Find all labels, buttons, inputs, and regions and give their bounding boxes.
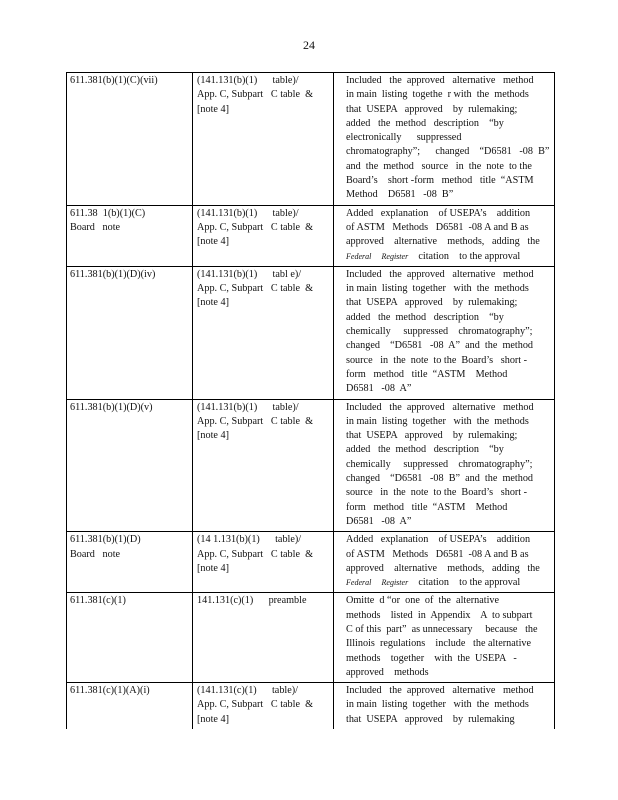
description-cell-line: changed “D6581 -08 A” and the method bbox=[346, 340, 534, 352]
table-row bbox=[67, 593, 555, 683]
changes-table-body bbox=[67, 73, 555, 730]
description-cell-line: of ASTM Methods D6581 -08 A and B as bbox=[346, 548, 529, 560]
source-cell bbox=[193, 593, 334, 683]
description-cell-line: source in the note to the Board’s short - bbox=[346, 487, 528, 499]
description-cell-line: Omitte d “or one of the alternative bbox=[346, 595, 500, 607]
description-cell bbox=[334, 73, 555, 206]
source-cell-line: App. C, Subpart C table & bbox=[197, 283, 314, 295]
description-cell-line: electronically suppressed bbox=[346, 132, 462, 144]
source-cell-line: App. C, Subpart C table & bbox=[197, 221, 314, 233]
source-cell-line: App. C, Subpart C table & bbox=[197, 699, 314, 711]
table-row bbox=[67, 205, 555, 266]
table-row bbox=[67, 266, 555, 399]
source-cell-line: (14 1.131(b)(1) table)/ bbox=[197, 534, 302, 546]
description-cell-line: approved alternative methods, adding the bbox=[346, 236, 540, 248]
section-cell-line: 611.381(c)(1) bbox=[70, 595, 126, 607]
section-cell-line: 611.38 1(b)(1)(C) bbox=[70, 207, 146, 219]
source-cell-line: App. C, Subpart C table & bbox=[197, 89, 314, 101]
description-cell-line: form method title “ASTM Method bbox=[346, 368, 508, 380]
section-cell bbox=[67, 73, 193, 206]
section-cell-line: 611.381(c)(1)(A)(i) bbox=[70, 685, 150, 697]
description-cell-line: that USEPA approved by rulemaking; bbox=[346, 430, 518, 442]
description-cell-line: added the method description “by bbox=[346, 117, 504, 129]
description-cell-line: Method D6581 -08 B” bbox=[346, 189, 454, 201]
source-cell-line: 141.131(c)(1) preamble bbox=[197, 595, 307, 607]
description-cell-line: methods together with the USEPA - bbox=[346, 652, 517, 664]
description-cell-line: and the method source in the note to the bbox=[346, 160, 532, 172]
section-cell bbox=[67, 399, 193, 532]
source-cell bbox=[193, 205, 334, 266]
description-cell-line: C of this part” as unnecessary because the bbox=[346, 623, 538, 635]
description-cell bbox=[334, 532, 555, 593]
section-cell bbox=[67, 205, 193, 266]
section-cell bbox=[67, 593, 193, 683]
source-cell bbox=[193, 266, 334, 399]
section-cell bbox=[67, 532, 193, 593]
description-cell-line: changed “D6581 -08 B” and the method bbox=[346, 473, 534, 485]
description-cell-line: Added explanation of USEPA’s addition bbox=[346, 207, 531, 219]
table-row bbox=[67, 399, 555, 532]
section-cell-line: 611.381(b)(1)(D)(v) bbox=[70, 401, 153, 413]
description-cell-line: in main listing togethe r with the methods bbox=[346, 89, 529, 101]
description-cell-line: chemically suppressed chromatography”; bbox=[346, 326, 533, 338]
section-cell-line: 611.381(b)(1)(D)(iv) bbox=[70, 268, 156, 280]
description-cell-line: in main listing together with the methods bbox=[346, 415, 529, 427]
description-cell-line: source in the note to the Board’s short - bbox=[346, 354, 528, 366]
description-cell-line: methods listed in Appendix A to subpart bbox=[346, 609, 533, 621]
description-cell-line: Included the approved alternative method bbox=[346, 685, 534, 697]
table-row bbox=[67, 73, 555, 206]
section-cell-line: 611.381(b)(1)(D) bbox=[70, 534, 141, 546]
source-cell-line: [note 4] bbox=[197, 103, 229, 115]
source-cell-line: [note 4] bbox=[197, 236, 229, 248]
description-cell-line: Federal Register citation to the approval bbox=[346, 250, 521, 262]
section-cell bbox=[67, 683, 193, 729]
source-cell-line: (141.131(b)(1) table)/ bbox=[197, 75, 299, 86]
source-cell-line: (141.131(b)(1) tabl e)/ bbox=[197, 268, 302, 280]
section-cell-line: 611.381(b)(1)(C)(vii) bbox=[70, 75, 158, 86]
description-cell-line: chemically suppressed chromatography”; bbox=[346, 458, 533, 470]
description-cell-line: Included the approved alternative method bbox=[346, 401, 534, 413]
description-cell-line: approved methods bbox=[346, 666, 429, 678]
description-cell bbox=[334, 205, 555, 266]
source-cell-line: [note 4] bbox=[197, 562, 229, 574]
description-cell-line: that USEPA approved by rulemaking; bbox=[346, 297, 518, 309]
description-cell-line: Illinois regulations include the alternative bbox=[346, 638, 532, 650]
section-cell-line: Board note bbox=[70, 548, 121, 560]
description-cell-line: added the method description “by bbox=[346, 444, 504, 456]
description-cell bbox=[334, 593, 555, 683]
source-cell bbox=[193, 683, 334, 729]
table-row bbox=[67, 683, 555, 729]
description-cell-line: added the method description “by bbox=[346, 311, 504, 323]
source-cell-line: [note 4] bbox=[197, 713, 229, 725]
description-cell-line: that USEPA approved by rulemaking; bbox=[346, 103, 518, 115]
source-cell-line: (141.131(b)(1) table)/ bbox=[197, 401, 299, 413]
source-cell-line: App. C, Subpart C table & bbox=[197, 415, 314, 427]
description-cell bbox=[334, 399, 555, 532]
page-number: 24 bbox=[303, 38, 315, 52]
description-cell-line: in main listing together with the methods bbox=[346, 283, 529, 295]
description-cell-line: in main listing together with the methods bbox=[346, 699, 529, 711]
description-cell-line: Included the approved alternative method bbox=[346, 268, 534, 280]
section-cell-line: Board note bbox=[70, 221, 121, 233]
description-cell-line: D6581 -08 A” bbox=[346, 515, 412, 527]
source-cell-line: (141.131(b)(1) table)/ bbox=[197, 207, 299, 219]
description-cell-line: Board’s short -form method title “ASTM bbox=[346, 175, 534, 187]
description-cell-line: Included the approved alternative method bbox=[346, 75, 534, 86]
section-cell bbox=[67, 266, 193, 399]
description-cell-line: of ASTM Methods D6581 -08 A and B as bbox=[346, 221, 529, 233]
description-cell bbox=[334, 683, 555, 729]
source-cell bbox=[193, 399, 334, 532]
source-cell bbox=[193, 73, 334, 206]
source-cell-line: App. C, Subpart C table & bbox=[197, 548, 314, 560]
source-cell-line: [note 4] bbox=[197, 297, 229, 309]
changes-table bbox=[66, 72, 555, 729]
description-cell-line: approved alternative methods, adding the bbox=[346, 562, 540, 574]
table-row bbox=[67, 532, 555, 593]
source-cell bbox=[193, 532, 334, 593]
source-cell-line: [note 4] bbox=[197, 430, 229, 442]
source-cell-line: (141.131(c)(1) table)/ bbox=[197, 685, 298, 697]
description-cell-line: D6581 -08 A” bbox=[346, 383, 412, 395]
description-cell-line: Federal Register citation to the approval bbox=[346, 577, 521, 589]
description-cell bbox=[334, 266, 555, 399]
description-cell-line: chromatography”; changed “D6581 -08 B” bbox=[346, 146, 550, 158]
description-cell-line: Added explanation of USEPA’s addition bbox=[346, 534, 531, 546]
description-cell-line: form method title “ASTM Method bbox=[346, 501, 508, 513]
description-cell-line: that USEPA approved by rulemaking bbox=[346, 713, 515, 725]
